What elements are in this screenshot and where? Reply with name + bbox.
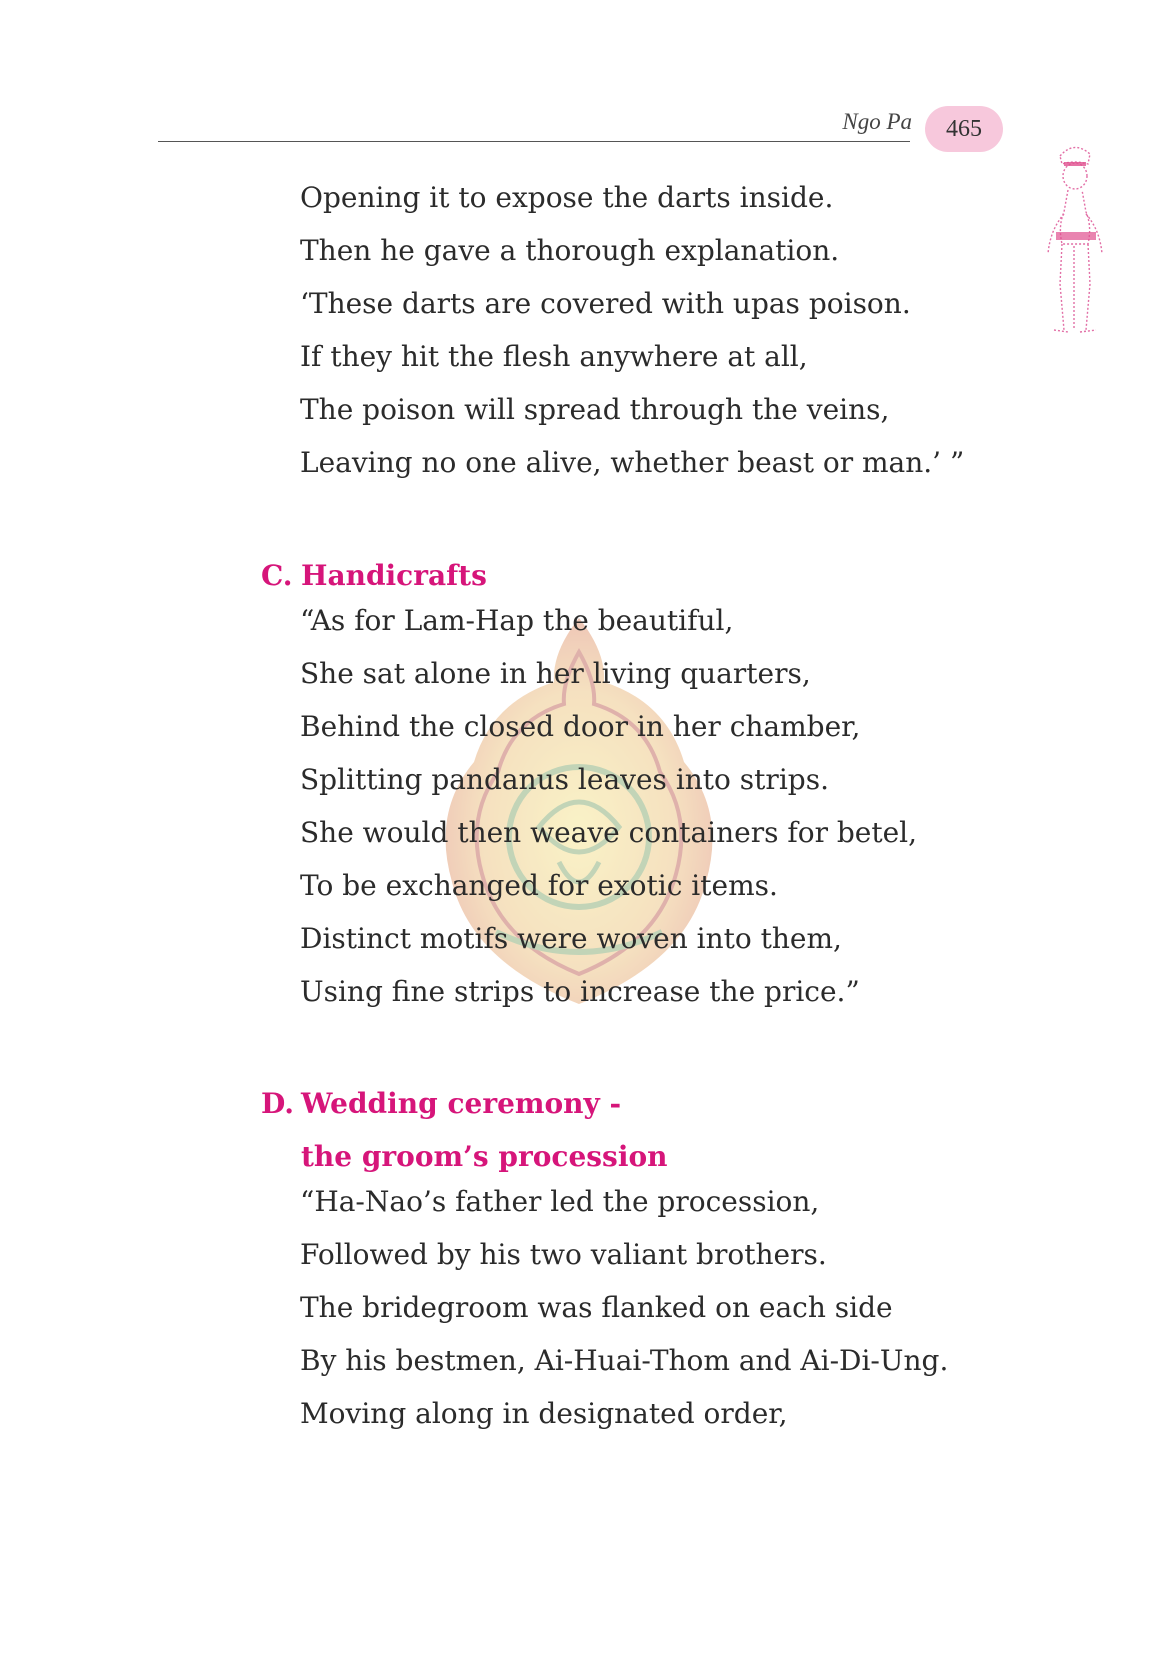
- running-title: Ngo Pa: [842, 109, 912, 134]
- verse-line: To be exchanged for exotic items.: [300, 869, 778, 902]
- header-rule: [158, 141, 910, 142]
- section-c-heading: [261, 559, 487, 593]
- verse-line: Followed by his two valiant brothers.: [300, 1238, 827, 1271]
- section-d-letter: D.: [261, 1087, 295, 1120]
- section-d-heading: [261, 1087, 621, 1121]
- verse-line: Distinct motifs were woven into them,: [300, 922, 842, 955]
- verse-line: Opening it to expose the darts inside.: [300, 181, 834, 214]
- verse-line: She would then weave containers for betel,: [300, 816, 918, 849]
- verse-line: Leaving no one alive, whether beast or man.’ ”: [300, 446, 965, 479]
- verse-line: The bridegroom was flanked on each side: [300, 1291, 893, 1324]
- section-c-letter: C.: [261, 559, 293, 592]
- verse-line: ‘These darts are covered with upas poison.: [300, 287, 911, 320]
- verse-line: Splitting pandanus leaves into strips.: [300, 763, 829, 796]
- figure-illustration-icon: [1038, 134, 1112, 340]
- verse-line: Using fine strips to increase the price.”: [300, 975, 860, 1008]
- verse-line: Moving along in designated order,: [300, 1397, 788, 1430]
- verse-line: She sat alone in her living quarters,: [300, 657, 811, 690]
- verse-line: By his bestmen, Ai-Huai-Thom and Ai-Di-Ung.: [300, 1344, 949, 1377]
- verse-line: Behind the closed door in her chamber,: [300, 710, 861, 743]
- section-d-title-line-1: Wedding ceremony -: [301, 1087, 622, 1120]
- page-number-badge: 465: [925, 106, 1003, 152]
- verse-line: If they hit the flesh anywhere at all,: [300, 340, 808, 373]
- verse-line: Then he gave a thorough explanation.: [300, 234, 840, 267]
- section-d-title-line-2: the groom’s procession: [301, 1140, 668, 1173]
- verse-line: “As for Lam-Hap the beautiful,: [300, 604, 734, 637]
- verse-line: “Ha-Nao’s father led the procession,: [300, 1185, 820, 1218]
- verse-line: The poison will spread through the veins,: [300, 393, 890, 426]
- section-c-title: Handicrafts: [301, 559, 487, 592]
